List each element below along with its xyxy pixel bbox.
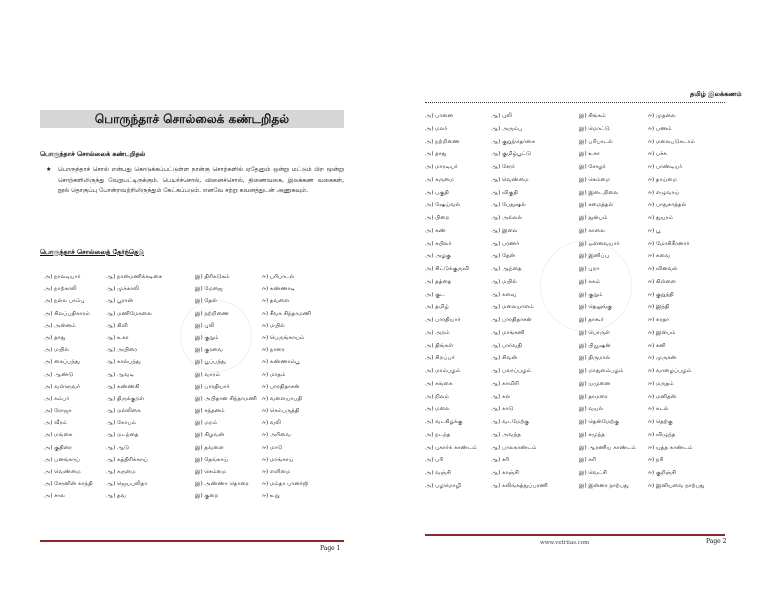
- question-option: ஆ) இலை: [491, 227, 518, 234]
- question-option: அ) அறம்: [425, 329, 450, 336]
- question-option: ஆ) குறுந்தொகை: [491, 138, 536, 145]
- question-option: ஈ) மாதம்: [262, 371, 286, 378]
- question-option: இ) நற்றிணை: [195, 310, 230, 317]
- question-option: ஈ) சனி: [648, 342, 666, 349]
- question-option: அ) சிட்டுக்குருவி: [425, 266, 470, 272]
- question-option: ஆ) ஆவடி: [106, 371, 134, 378]
- question-option: ஆ) கால்பந்து: [106, 359, 141, 366]
- question-option: இ) சிங்கம்: [579, 113, 606, 119]
- question-option: அ) கம்பர்: [44, 395, 70, 402]
- question-option: இ) சோழர்: [579, 164, 606, 170]
- question-option: இ) தாமரை: [579, 393, 608, 400]
- question-option: இ) இடைநிலை: [579, 189, 619, 196]
- question-option: இ) காலை: [579, 227, 605, 234]
- question-option: அ) வடகிழக்கு: [425, 419, 463, 425]
- question-option: ஆ) கிளி: [106, 322, 128, 329]
- question-option: இ) திருமால்: [579, 355, 611, 362]
- question-option: ஈ) எளிமை: [262, 469, 291, 475]
- question-option: அ) தத்தை: [425, 278, 452, 285]
- question-option: ஈ) மோசிகீரனார்: [648, 240, 690, 247]
- question-option: ஆ) பாலகாண்டம்: [491, 444, 537, 451]
- question-option: ஈ) நாரை: [262, 347, 285, 354]
- question-option: ஈ) கடல்: [648, 406, 669, 413]
- question-option: இ) இன்னா நாற்பது: [579, 482, 629, 489]
- question-option: அ) மயில்: [44, 347, 70, 354]
- question-option: அ) கங்கை: [425, 380, 453, 387]
- question-option: ஈ) தெற்கு: [648, 419, 673, 425]
- question-grid-page-2: [425, 110, 725, 493]
- question-option: ஈ) அரிவை: [262, 432, 291, 439]
- question-option: இ) உகா: [579, 151, 600, 158]
- question-option: ஆ) மல்லிகை: [106, 408, 141, 415]
- question-option: இ) அபிதான சிந்தாமணி: [195, 395, 257, 402]
- question-option: ஆ) நான்மணிக்கடிகை: [106, 274, 163, 280]
- question-option: இ) பாரதியார்: [195, 383, 230, 390]
- question-option: இ) தவளை: [195, 444, 224, 451]
- question-option: இ) புலி: [195, 322, 215, 329]
- question-option: அ) வீரம்: [44, 420, 67, 427]
- question-option: ஆ) கோபம்: [106, 420, 137, 427]
- question-option: அ) நல்ல பாம்பு: [44, 298, 85, 305]
- question-option: அ) வெண்மை: [44, 469, 81, 475]
- question-option: இ) வெட்சி: [579, 470, 607, 476]
- question-option: ஆ) ஆடு: [106, 444, 130, 451]
- question-option: அ) சால: [44, 493, 65, 500]
- question-option: ஈ) சுரதா: [648, 317, 670, 323]
- question-option: இ) தாகூர்: [579, 317, 604, 323]
- question-option: ஈ) குறுந்தி: [648, 291, 674, 298]
- question-option: ஆ) பார்வதி: [491, 342, 522, 349]
- question-option: ஈ) வலி: [262, 420, 281, 427]
- question-option: ஆ) அல்லல்: [491, 215, 523, 221]
- question-option: ஆ) அரும்பு: [491, 125, 523, 132]
- question-option: ஈ) கண்ணாம்பூ: [262, 359, 300, 366]
- question-option: ஈ) பெருங்காயம்: [262, 334, 305, 341]
- question-option: அ) கருமை: [425, 176, 454, 183]
- question-option: ஆ) கல்: [491, 393, 511, 400]
- question-option: அ) நடந்த: [425, 431, 451, 438]
- question-option: ஆ) பரணர்: [491, 240, 520, 247]
- page-title: பொருந்தாச் சொல்லைக் கண்டறிதல்: [40, 110, 344, 128]
- question-option: ஆ) காவிரி: [491, 380, 519, 387]
- question-option: ஈ) கண்ணாடி: [262, 286, 296, 293]
- question-option: அ) நாற்காலி: [44, 286, 77, 293]
- question-option: இ) குறும்: [195, 334, 219, 341]
- question-option: இ) மொட்டு: [579, 125, 610, 132]
- question-option: ஈ) குறிஞ்சி: [648, 470, 677, 476]
- question-option: ஆ) கண்ணகி: [106, 383, 140, 390]
- question-option: ஆ) பாரதிதாசன்: [491, 317, 532, 323]
- question-option: அ) தமிழ்: [425, 304, 449, 311]
- question-option: ஈ) பாரதிதாசன்: [262, 383, 300, 390]
- question-option: ஆ) கலிங்கத்துப்பரணி: [491, 482, 548, 489]
- question-option: ஆ) தேன்: [491, 253, 516, 260]
- question-option: ஆ) விகுதி: [491, 189, 518, 196]
- question-option: இ) குரவை: [195, 347, 223, 354]
- question-option: இ) பொருள்: [579, 329, 611, 336]
- question-option: ஆ) காடு: [491, 406, 514, 413]
- question-option: ஆ) வெண்மை: [491, 176, 529, 183]
- question-option: அ) பிறை: [425, 215, 450, 221]
- header-dotted-rule: [425, 102, 725, 103]
- question-option: அ) திங்கள்: [425, 342, 454, 349]
- question-option: இ) அண்ணா தொரை: [195, 481, 249, 488]
- question-option: அ) புகார்க் காண்டம்: [425, 444, 477, 451]
- question-option: ஈ) உறு: [262, 493, 280, 500]
- website-label: www.vetriias.com: [540, 540, 590, 546]
- question-option: ஆ) கத்திரிக்காய்: [106, 456, 148, 463]
- question-option: இ) குறும்: [579, 291, 603, 298]
- question-option: ஆ) சேரர்: [491, 164, 515, 170]
- question-option: இ) செம்மை: [195, 469, 227, 475]
- question-option: ஈ) சீவக சிந்தாமணி: [262, 310, 312, 317]
- question-option: ஆ) சிவன்: [491, 355, 518, 362]
- question-option: ஆ) கருமை: [106, 469, 136, 475]
- question-option: அ) கைப்பந்து: [44, 359, 80, 366]
- page-number: Page 2: [706, 538, 727, 545]
- question-option: ஈ) மயில்: [262, 322, 285, 329]
- question-option: அ) குதிரை: [44, 444, 72, 451]
- footer-rule: [425, 534, 725, 536]
- page-number: Page 1: [320, 545, 341, 552]
- question-option: அ) பழமொழி: [425, 482, 462, 489]
- question-option: ஆ) குமிழ்பூட்டு: [491, 151, 532, 158]
- question-option: இ) தெலுங்கு: [579, 304, 612, 311]
- question-option: ஈ) பச்சு: [648, 151, 667, 158]
- question-option: அ) கபிலர்: [425, 240, 452, 247]
- question-option: இ) சுகம்: [579, 278, 601, 285]
- question-option: ஈ) மருதம்: [648, 380, 674, 387]
- question-option: ஆ) பேதுஷல்: [491, 202, 526, 209]
- question-option: அ) நற்றிணை: [425, 138, 460, 145]
- question-option: ஆ) ஜெயபலிதா: [106, 481, 148, 488]
- question-option: ஆ) அவந்த: [491, 431, 521, 438]
- question-option: இ) பூப்பந்து: [195, 359, 226, 366]
- question-option: ஆ) உகா: [106, 334, 129, 341]
- question-option: அ) பனங்காய்: [44, 456, 80, 463]
- question-option: அ) வள்ளுவர்: [44, 383, 81, 390]
- question-option: இ) பியூஷன்: [579, 342, 611, 349]
- star-bullet-icon: ★: [46, 166, 52, 173]
- question-option: ஈ) சுவை: [648, 253, 671, 260]
- question-option: ஆ) திருக்குறள்: [106, 395, 145, 402]
- question-option: அ) ரோஜா: [44, 408, 72, 415]
- question-option: இ) தேள்: [195, 298, 218, 305]
- question-option: ஈ) பணம்: [648, 125, 672, 132]
- question-option: இ) துன்பம்: [579, 215, 608, 221]
- question-option: ஆ) மணிமேகலை: [106, 310, 152, 317]
- question-option: இ) இனிப்பு: [579, 253, 609, 260]
- question-option: அ) ஷேய்வல்: [425, 202, 461, 209]
- question-option: இ) திரிகடுகம்: [195, 274, 230, 280]
- question-option: ஆ) களவு: [491, 291, 517, 298]
- question-option: ஈ) இந்தி: [648, 304, 670, 311]
- question-option: ஈ) யுத்த காண்டம்: [648, 444, 693, 451]
- question-option: இ) ஒளவையார்: [579, 240, 620, 247]
- running-header: தமிழ் இலக்கணம்: [690, 90, 742, 98]
- question-option: இ) சந்தனம்: [195, 408, 225, 415]
- question-option: ஆ) காஞ்சி: [491, 470, 519, 476]
- question-option: அ) பகுதி: [425, 189, 449, 196]
- question-option: ஆ) அயிரை: [106, 347, 138, 354]
- practice-heading: பொருந்தாச் சொல்லைத் தேர்ந்தெடு: [40, 248, 144, 256]
- question-option: ஆ) வடமேற்கு: [491, 419, 530, 425]
- question-option: இ) கரி: [579, 457, 597, 464]
- question-option: ஈ) தவளை: [262, 298, 290, 305]
- question-option: ஈ) தாய்மை: [648, 176, 678, 183]
- question-option: இ) செம்மை: [579, 176, 611, 183]
- question-option: ஈ) கிள்ளை: [648, 278, 676, 285]
- question-option: ஈ) இன்பம்: [648, 329, 676, 336]
- intro-text: பொருந்தாச் சொல் என்பது கொடுக்கப்பட்டுள்ள நான்கு சொற்களில் ஏதேனும் ஒன்று மட்டும் பிற மூன்று சொற்களிலிருந்து வேறுபட்டிருக்கும். பெயர்ச்சொல், வினைச்சொல், திணைவகை, இலக்கண வகைகள், நூல் தொகுப்பு போன்றவற்றிலிருந்தும் கேட்கப்படும். எனவே சற்று கவனத்துடன் அணுகவும்.: [58, 166, 344, 194]
- question-option: இ) யமுனை: [579, 380, 611, 387]
- question-option: ஈ) வளையாபதி: [262, 395, 303, 402]
- question-option: இ) சமுந்த: [579, 431, 605, 438]
- question-option: ஆ) புலி: [491, 113, 512, 119]
- question-option: ஈ) மாங்காய்: [262, 456, 294, 463]
- question-option: ஆ) மடந்தை: [106, 432, 139, 439]
- question-option: ஈ) வினவல்: [648, 266, 678, 272]
- question-option: இ) வாரம்: [195, 371, 221, 378]
- question-option: ஈ) பூ: [648, 227, 661, 234]
- question-option: ஆ) மாங்கனி: [491, 329, 525, 336]
- question-option: அ) கண்: [425, 227, 446, 234]
- question-option: ஈ) மாடு: [262, 444, 283, 451]
- question-option: அ) சிறப்பர்: [425, 355, 455, 362]
- question-option: அ) வஞ்சி: [425, 470, 451, 476]
- question-option: ஆ) பூரான்: [106, 298, 134, 305]
- question-option: ஈ) மனிதன்: [648, 393, 677, 400]
- question-option: ஆ) தவ: [106, 493, 127, 500]
- question-option: ஆ) மலையாளம்: [491, 304, 534, 311]
- question-option: அ) சிலப்பதிகாரம்: [44, 310, 91, 317]
- question-option: அ) சேரனின் காந்தி: [44, 481, 93, 488]
- question-option: ஆ) சரி: [491, 457, 510, 464]
- question-option: அ) நிலம்: [425, 393, 449, 400]
- question-option: ஈ) மலைபடுகடாம்: [648, 138, 695, 145]
- question-option: இ) புறா: [579, 266, 600, 272]
- question-option: ஆ) மயில்: [491, 278, 517, 285]
- question-grid-page-1: [44, 271, 344, 503]
- question-option: ஆ) பலாப்பழம்: [491, 368, 532, 374]
- question-option: ஈ) பரிபாடல்: [262, 274, 295, 280]
- question-option: அ) தாது: [44, 334, 66, 341]
- question-option: இ) தேங்காய்: [195, 456, 229, 463]
- intro-paragraph: [48, 165, 344, 197]
- question-option: அ) பானை: [425, 113, 453, 119]
- question-option: ஈ) இனியவை நாற்பது: [648, 482, 705, 489]
- question-option: இ) தென்மேற்கு: [579, 419, 620, 425]
- question-option: இ) மேஜை: [195, 286, 223, 293]
- question-option: அ) மாம்பழம்: [425, 368, 461, 374]
- question-option: ஈ) விழுந்த: [648, 431, 676, 438]
- question-option: அ) ஆண்டு: [44, 371, 74, 378]
- question-option: இ) மறம்: [195, 420, 218, 427]
- question-option: அ) மங்கை: [44, 432, 73, 439]
- question-option: அ) மாரடியர்: [425, 164, 458, 170]
- question-option: அ) அழகு: [425, 253, 451, 260]
- question-option: அ) பாரதியார்: [425, 317, 461, 323]
- footer-rule: [40, 540, 344, 542]
- question-option: ஈ) வாழைப்பழம்: [648, 368, 692, 374]
- question-option: ஆ) முக்காலி: [106, 286, 140, 293]
- question-option: அ) பரி: [425, 457, 444, 464]
- question-option: இ) பரிபாடல்: [579, 138, 613, 145]
- question-option: அ) தாது: [425, 151, 447, 158]
- question-option: இ) ஆரணிய காண்டம்: [579, 444, 636, 451]
- question-option: இ) குறை: [195, 493, 219, 500]
- question-option: ஈ) எழுவாய்: [648, 189, 680, 196]
- question-option: அ) குட: [425, 291, 445, 298]
- question-option: இ) வயல்: [579, 406, 604, 413]
- question-option: ஈ) பாதுகாத்தல்: [648, 202, 687, 209]
- question-option: அ) நாலடியார்: [44, 274, 81, 280]
- question-option: இ) மாதுளம்பழம்: [579, 368, 624, 374]
- question-option: ஈ) மம்தா பானர்ஜி: [262, 481, 309, 488]
- question-option: அ) மலை: [425, 406, 450, 413]
- question-option: ஈ) முதலை: [648, 113, 676, 119]
- question-option: இ) கிழவன்: [195, 432, 225, 439]
- question-option: ஈ) முருகன்: [648, 355, 677, 362]
- question-option: ஈ) துயரம்: [648, 215, 673, 221]
- question-option: இ) சமைத்தல்: [579, 202, 614, 209]
- question-option: அ) அன்னம்: [44, 322, 76, 329]
- question-option: ஈ) பாண்டியர்: [648, 164, 683, 170]
- question-option: ஈ) நரி: [648, 457, 664, 464]
- section-heading: பொருந்தாச் சொல்லைக் கண்டறிதல்: [40, 150, 146, 158]
- question-option: அ) மலர்: [425, 125, 448, 132]
- question-option: ஈ) செம்பருத்தி: [262, 408, 300, 415]
- question-option: ஆ) ஆந்தை: [491, 266, 522, 272]
